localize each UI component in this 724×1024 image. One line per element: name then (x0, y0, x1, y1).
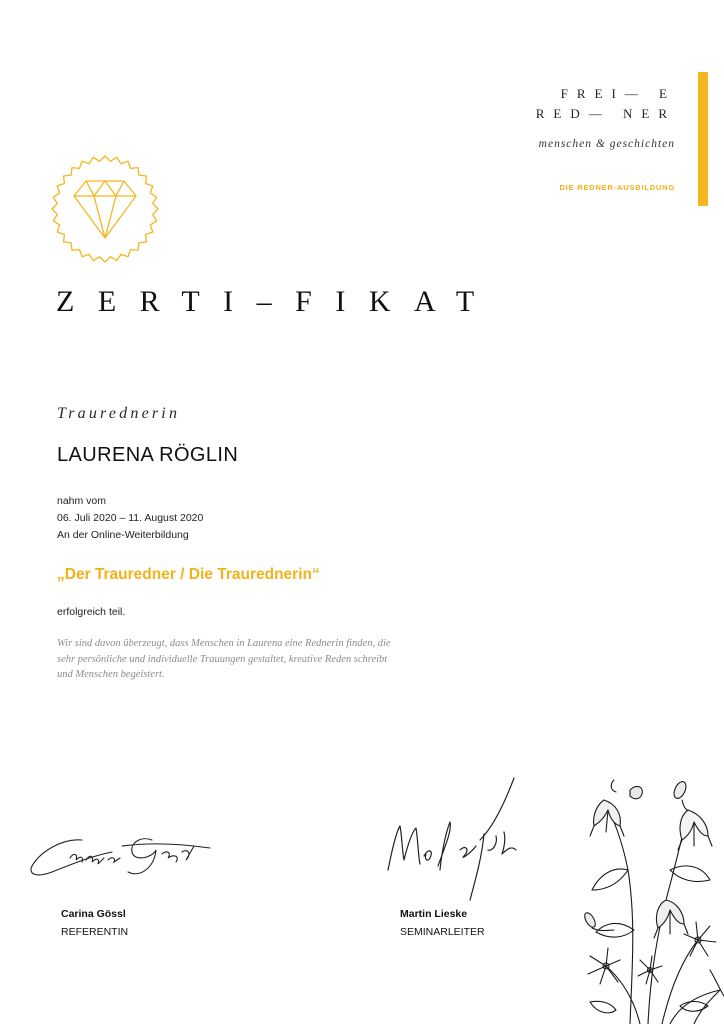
signatory-role-1: REFERENTIN (61, 926, 129, 938)
logo-line-2: RED— NER (535, 106, 676, 121)
intro-text: nahm vom (57, 495, 107, 507)
date-range: 06. Juli 2020 – 11. August 2020 (57, 512, 204, 524)
signatory-name-1: Carina Gössl (61, 908, 126, 920)
diamond-seal-icon (50, 154, 160, 264)
flower-illustration (570, 770, 724, 1024)
training-text: An der Online-Weiterbildung (57, 529, 189, 541)
signature-carina-gossl (22, 822, 212, 892)
accent-bar (698, 72, 708, 206)
logo-line-1: FREI— E (560, 86, 676, 101)
program-label: DIE REDNER-AUSBILDUNG (559, 183, 675, 192)
signatory-name-2: Martin Lieske (400, 908, 468, 920)
certificate-role: Traurednerin (57, 405, 181, 422)
certificate-title: ZERTI–FIKAT (56, 285, 498, 318)
endorsement-quote: Wir sind davon überzeugt, dass Menschen in Laurena eine Rednerin finden, die sehr persönliche und individuelle Trauungen gestaltet, kreative Reden schreibt und Menschen begeistert. (57, 638, 391, 680)
signatory-role-2: SEMINARLEITER (400, 926, 485, 938)
recipient-name: LAURENA RÖGLIN (57, 444, 239, 466)
completion-text: erfolgreich teil. (57, 606, 126, 618)
logo-tagline: menschen & geschichten (538, 138, 675, 150)
signature-martin-lieske (380, 770, 540, 905)
course-name: „Der Trauredner / Die Traurednerin“ (57, 566, 320, 583)
